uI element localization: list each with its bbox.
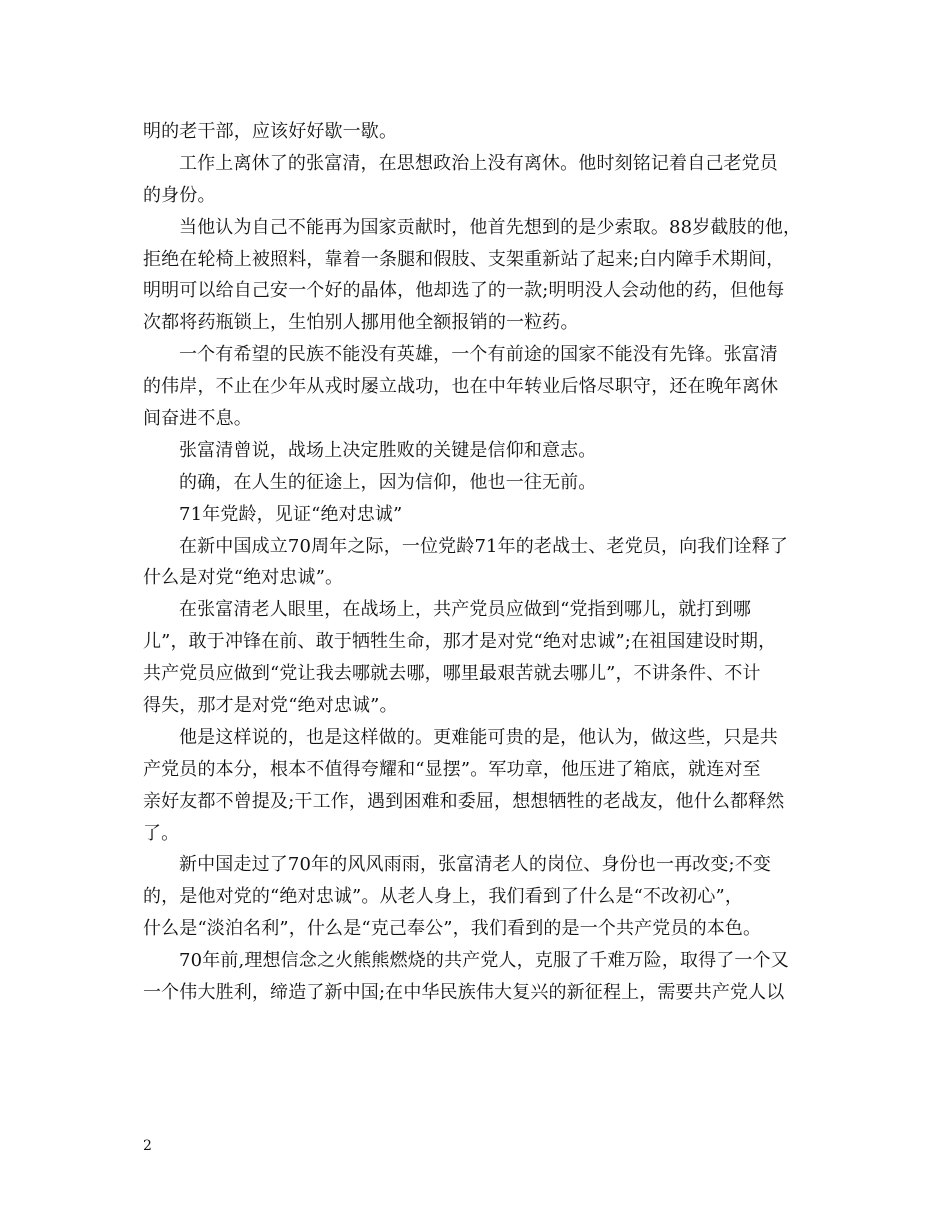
- text-line: 间奋进不息。: [143, 408, 252, 430]
- text-line: 一个有希望的民族不能没有英雄，一个有前途的国家不能没有先锋。张富清: [179, 344, 778, 366]
- body-text: [143, 116, 809, 1009]
- text-line: 在张富清老人眼里，在战场上，共产党员应做到“党指到哪儿，就打到哪: [179, 599, 751, 621]
- text-line: 明的老干部，应该好好歇一歇。: [143, 121, 398, 142]
- text-line: 的，是他对党的“绝对忠诚”。从老人身上，我们看到了什么是“不改初心”，: [143, 886, 744, 908]
- text-line: 当他认为自己不能再为国家贡献时，他首先想到的是少索取。88岁截肢的他，: [179, 216, 802, 238]
- page-number: 2: [143, 1138, 152, 1154]
- text-line: 在新中国成立70周年之际，一位党龄71年的老战士、老党员，向我们诠释了: [179, 535, 789, 557]
- text-line: 亲好友都不曾提及;干工作，遇到困难和委屈，想想牺牲的老战友，他什么都释然: [143, 790, 785, 812]
- text-line: 71年党龄，见证“绝对忠诚”: [179, 503, 403, 525]
- text-line: 张富清曾说，战场上决定胜败的关键是信仰和意志。: [179, 439, 597, 461]
- text-line: 的确，在人生的征途上，因为信仰，他也一往无前。: [179, 471, 597, 493]
- text-line: 共产党员应做到“党让我去哪就去哪，哪里最艰苦就去哪儿”，不讲条件、不计: [143, 663, 761, 685]
- text-line: 工作上离休了的张富清，在思想政治上没有离休。他时刻铭记着自己老党员: [179, 152, 778, 174]
- text-line: 产党员的本分，根本不值得夸耀和“显摆”。军功章，他压进了箱底，就连对至: [143, 758, 761, 780]
- text-line: 明明可以给自己安一个好的晶体，他却选了的一款;明明没人会动他的药，但他每: [143, 280, 785, 302]
- text-line: 了。: [143, 822, 180, 844]
- text-line: 的伟岸，不止在少年从戎时屡立战功，也在中年转业后恪尽职守，还在晚年离休: [143, 376, 779, 398]
- text-line: 70年前,理想信念之火熊熊燃烧的共产党人，克服了千难万险，取得了一个又: [179, 950, 789, 972]
- text-line: 的身份。: [143, 184, 216, 206]
- text-line: 次都将药瓶锁上，生怕别人挪用他全额报销的一粒药。: [143, 312, 579, 334]
- text-line: 什么是对党“绝对忠诚”。: [143, 567, 344, 589]
- text-line: 得失，那才是对党“绝对忠诚”。: [143, 695, 398, 717]
- text-line: 儿”，敢于冲锋在前、敢于牺牲生命，那才是对党“绝对忠诚”;在祖国建设时期，: [143, 631, 777, 653]
- text-line: 一个伟大胜利，缔造了新中国;在中华民族伟大复兴的新征程上，需要共产党人以: [143, 982, 785, 1004]
- text-line: 新中国走过了70年的风风雨雨，张富清老人的岗位、身份也一再改变;不变: [179, 854, 772, 876]
- text-line: 他是这样说的，也是这样做的。更难能可贵的是，他认为，做这些，只是共: [179, 726, 778, 748]
- text-line: 拒绝在轮椅上被照料，靠着一条腿和假肢、支架重新站了起来;白内障手术期间，: [143, 248, 785, 270]
- text-line: 什么是“淡泊名利”，什么是“克己奉公”，我们看到的是一个共产党员的本色。: [143, 918, 762, 940]
